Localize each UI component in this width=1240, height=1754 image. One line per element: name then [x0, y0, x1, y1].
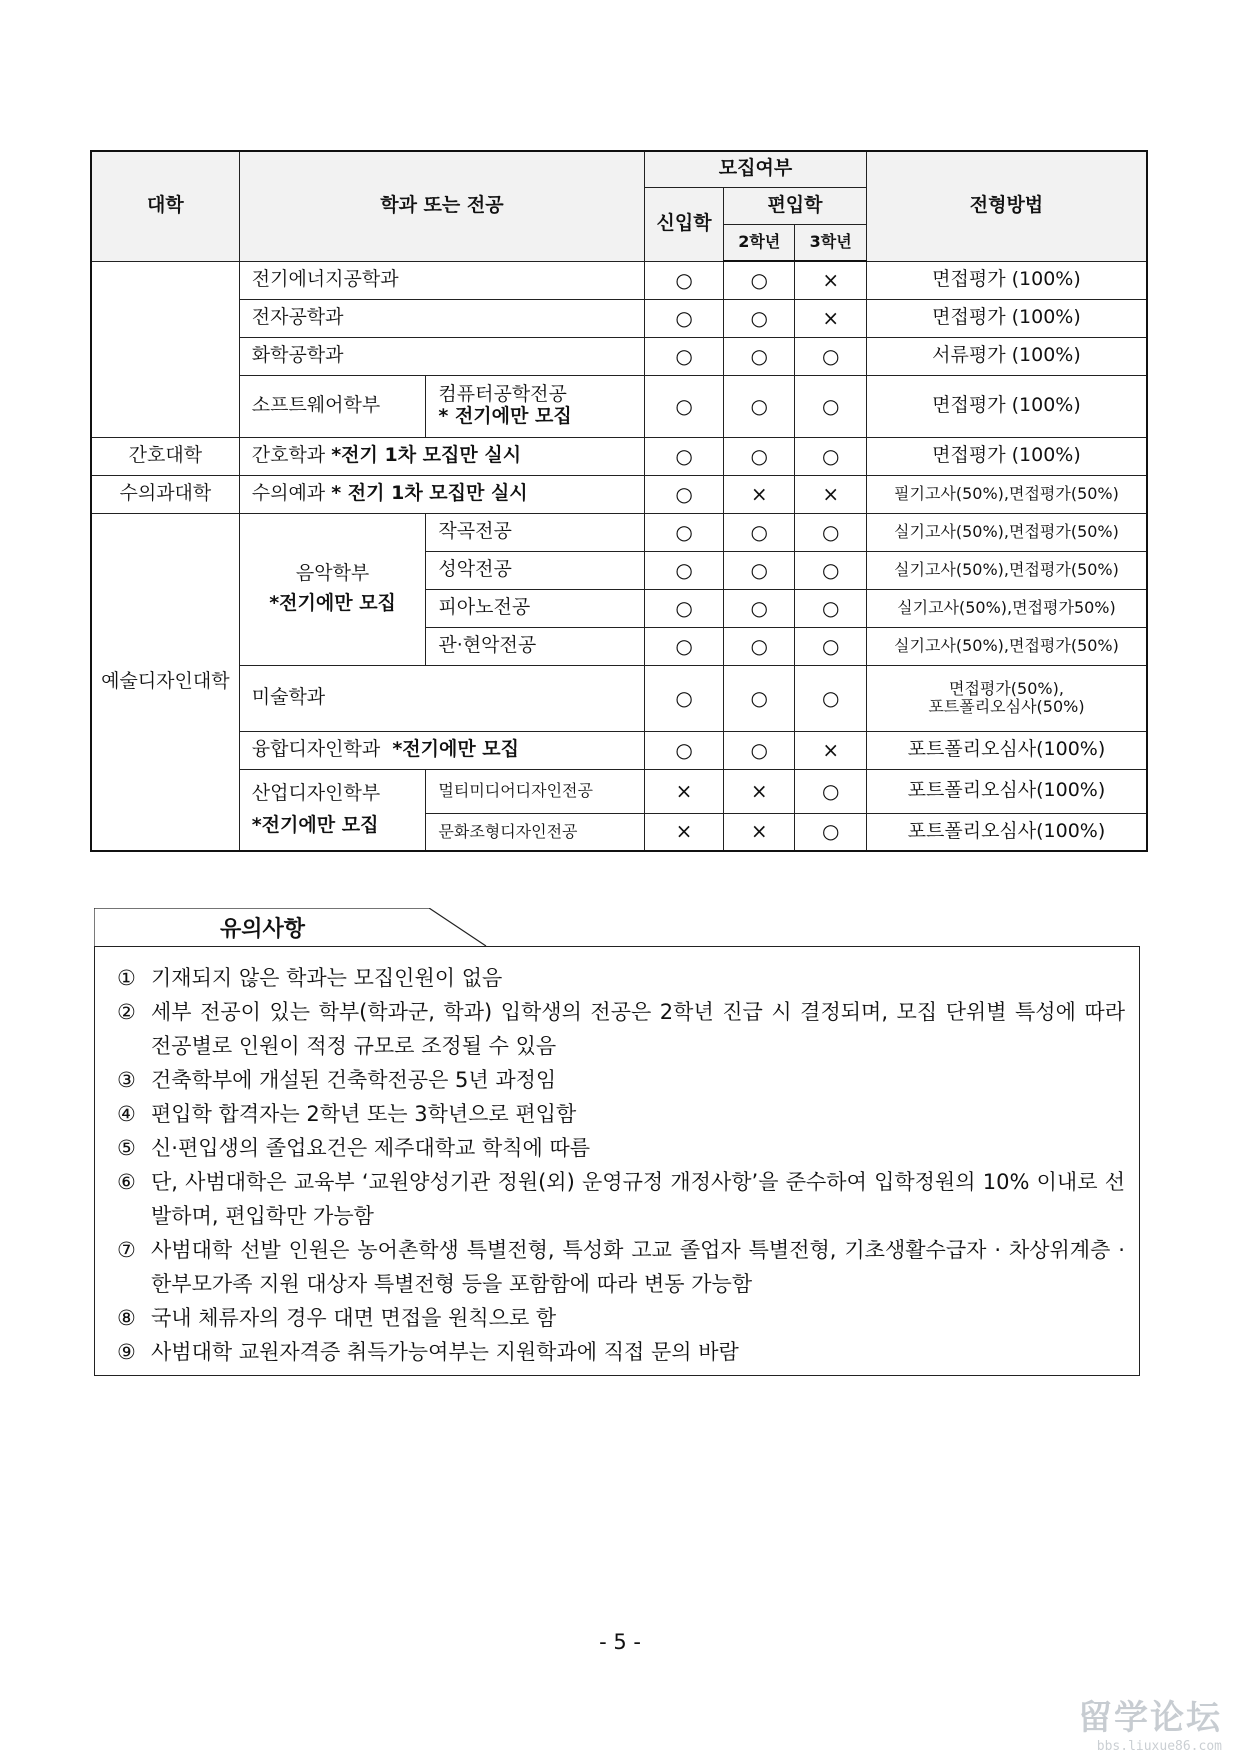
- note-text: 사범대학 교원자격증 취득가능여부는 지원학과에 직접 문의 바람: [151, 1340, 739, 1364]
- note-item: [117, 1165, 1125, 1233]
- recruit-note: *전기 1차 모집만 실시: [331, 444, 522, 467]
- admission-table: [90, 150, 1148, 852]
- note-text: 편입학 합격자는 2학년 또는 3학년으로 편입함: [151, 1102, 577, 1126]
- year3-mark: ×: [795, 261, 866, 299]
- year3-mark: ○: [795, 665, 866, 731]
- table-row: [91, 731, 1147, 769]
- table-row: [91, 513, 1147, 551]
- table-row: [91, 299, 1147, 337]
- table-row: [91, 261, 1147, 299]
- freshman-mark: ○: [645, 475, 724, 513]
- method-cell: 필기고사(50%),면접평가(50%): [866, 475, 1147, 513]
- note-number: ⑤: [117, 1136, 136, 1160]
- recruit-note: * 전기 1차 모집만 실시: [331, 482, 528, 505]
- major-name: 컴퓨터공학전공: [438, 383, 567, 406]
- page-number: - 5 -: [599, 1630, 641, 1654]
- method-cell: 면접평가 (100%): [866, 375, 1147, 437]
- dept-cell: [239, 731, 644, 769]
- recruit-note: *전기에만 모집: [392, 738, 520, 761]
- year2-mark: ○: [724, 627, 795, 665]
- year2-mark: ○: [724, 731, 795, 769]
- freshman-mark: ○: [645, 437, 724, 475]
- note-item: [117, 995, 1125, 1063]
- table-row: [91, 475, 1147, 513]
- method-cell: 면접평가 (100%): [866, 299, 1147, 337]
- note-text: 국내 체류자의 경우 대면 면접을 원칙으로 함: [151, 1306, 557, 1330]
- note-item: [117, 1063, 1125, 1097]
- year2-mark: ○: [724, 513, 795, 551]
- year3-mark: ○: [795, 437, 866, 475]
- freshman-mark: ○: [645, 299, 724, 337]
- year3-mark: ○: [795, 375, 866, 437]
- watermark-logo: 留学论坛: [1078, 1698, 1222, 1738]
- freshman-mark: ×: [645, 769, 724, 813]
- dept-cell: [239, 475, 644, 513]
- dept-cell: [239, 437, 644, 475]
- dept-cell: 전자공학과: [239, 299, 644, 337]
- college-cell: [91, 261, 239, 437]
- note-item: [117, 1233, 1125, 1301]
- college-cell: 수의과대학: [91, 475, 239, 513]
- year2-mark: ○: [724, 299, 795, 337]
- method-line: 포트폴리오심사(50%): [928, 697, 1085, 716]
- notes-tab: [94, 908, 487, 946]
- method-cell: 실기고사(50%),면접평가(50%): [866, 627, 1147, 665]
- dept-name: 산업디자인학부: [251, 781, 381, 804]
- method-cell: 서류평가 (100%): [866, 337, 1147, 375]
- freshman-mark: ○: [645, 589, 724, 627]
- method-line: 면접평가(50%),: [948, 678, 1064, 698]
- note-number: ⑦: [117, 1238, 136, 1262]
- note-text: 단, 사범대학은 교육부 ‘교원양성기관 정원(외) 운영규정 개정사항’을 준수하여 입학정원의 10% 이내로 선발하며, 편입학만 가능함: [151, 1170, 1125, 1228]
- year3-mark: ○: [795, 551, 866, 589]
- table-row: [91, 437, 1147, 475]
- year2-mark: ×: [724, 813, 795, 851]
- dept-cell: 미술학과: [239, 665, 644, 731]
- year2-mark: ○: [724, 589, 795, 627]
- recruit-note: * 전기에만 모집: [438, 405, 572, 427]
- freshman-mark: ○: [645, 261, 724, 299]
- year3-mark: ×: [795, 299, 866, 337]
- freshman-mark: ○: [645, 551, 724, 589]
- major-cell: 작곡전공: [426, 513, 645, 551]
- watermark: [1012, 1690, 1222, 1754]
- year2-mark: ○: [724, 551, 795, 589]
- note-item: [117, 961, 1125, 995]
- dept-name: 융합디자인학과: [251, 738, 381, 761]
- header-department: 학과 또는 전공: [239, 151, 644, 261]
- dept-cell: [239, 513, 426, 665]
- freshman-mark: ○: [645, 513, 724, 551]
- note-number: ②: [117, 1000, 136, 1024]
- freshman-mark: ○: [645, 731, 724, 769]
- dept-cell: 전기에너지공학과: [239, 261, 644, 299]
- major-cell: 관·현악전공: [426, 627, 645, 665]
- dept-name: 수의예과: [251, 482, 326, 505]
- table-row: [91, 375, 1147, 437]
- year2-mark: ×: [724, 769, 795, 813]
- note-number: ①: [117, 966, 136, 990]
- header-method: 전형방법: [866, 151, 1147, 261]
- year2-mark: ○: [724, 437, 795, 475]
- note-number: ⑧: [117, 1306, 136, 1330]
- method-cell: 포트폴리오심사(100%): [866, 731, 1147, 769]
- header-recruit: 모집여부: [645, 151, 867, 187]
- major-cell: 문화조형디자인전공: [426, 813, 645, 851]
- method-cell: 실기고사(50%),면접평가(50%): [866, 513, 1147, 551]
- year3-mark: ○: [795, 589, 866, 627]
- dept-name: 간호학과: [251, 444, 326, 467]
- college-cell: 예술디자인대학: [91, 513, 239, 851]
- freshman-mark: ○: [645, 665, 724, 731]
- header-year2: 2학년: [724, 224, 795, 261]
- header-freshman: 신입학: [645, 187, 724, 261]
- notes-box: [94, 946, 1140, 1376]
- note-text: 건축학부에 개설된 건축학전공은 5년 과정임: [151, 1068, 557, 1092]
- note-number: ④: [117, 1102, 136, 1126]
- year3-mark: ○: [795, 337, 866, 375]
- note-text: 기재되지 않은 학과는 모집인원이 없음: [151, 966, 503, 990]
- major-cell: [426, 375, 645, 437]
- dept-cell: [239, 769, 426, 851]
- method-cell: 면접평가 (100%): [866, 261, 1147, 299]
- year3-mark: ○: [795, 769, 866, 813]
- header-transfer: 편입학: [724, 187, 867, 224]
- note-text: 세부 전공이 있는 학부(학과군, 학과) 입학생의 전공은 2학년 진급 시 결정되며, 모집 단위별 특성에 따라 전공별로 인원이 적정 규모로 조정될 수 있음: [151, 1000, 1125, 1058]
- method-cell: 실기고사(50%),면접평가50%): [866, 589, 1147, 627]
- year2-mark: ○: [724, 665, 795, 731]
- freshman-mark: ×: [645, 813, 724, 851]
- note-item: [117, 1131, 1125, 1165]
- watermark-url: bbs.liuxue86.com: [1096, 1739, 1222, 1754]
- major-cell: 피아노전공: [426, 589, 645, 627]
- header-year3: 3학년: [795, 224, 866, 261]
- recruit-note: *전기에만 모집: [251, 813, 379, 836]
- note-item: [117, 1097, 1125, 1131]
- dept-cell: 화학공학과: [239, 337, 644, 375]
- table-row: [91, 337, 1147, 375]
- year3-mark: ×: [795, 731, 866, 769]
- year2-mark: ○: [724, 375, 795, 437]
- year3-mark: ×: [795, 475, 866, 513]
- year3-mark: ○: [795, 627, 866, 665]
- method-cell: 실기고사(50%),면접평가(50%): [866, 551, 1147, 589]
- method-cell: 포트폴리오심사(100%): [866, 813, 1147, 851]
- year2-mark: ×: [724, 475, 795, 513]
- year3-mark: ○: [795, 813, 866, 851]
- freshman-mark: ○: [645, 337, 724, 375]
- note-number: ⑥: [117, 1170, 136, 1194]
- year2-mark: ○: [724, 337, 795, 375]
- year3-mark: ○: [795, 513, 866, 551]
- major-cell: 멀티미디어디자인전공: [426, 769, 645, 813]
- freshman-mark: ○: [645, 627, 724, 665]
- freshman-mark: ○: [645, 375, 724, 437]
- dept-name: 음악학부: [295, 562, 370, 585]
- college-cell: 간호대학: [91, 437, 239, 475]
- header-college: 대학: [91, 151, 239, 261]
- note-item: [117, 1301, 1125, 1335]
- note-text: 사범대학 선발 인원은 농어촌학생 특별전형, 특성화 고교 졸업자 특별전형, 기초생활수급자 · 차상위계층 · 한부모가족 지원 대상자 특별전형 등을 포함함에 따라 변동 가능함: [151, 1238, 1125, 1296]
- major-cell: 성악전공: [426, 551, 645, 589]
- note-text: 신·편입생의 졸업요건은 제주대학교 학칙에 따름: [151, 1136, 591, 1160]
- note-number: ③: [117, 1068, 136, 1092]
- notes-title: 유의사항: [220, 917, 306, 942]
- year2-mark: ○: [724, 261, 795, 299]
- table-row: [91, 769, 1147, 813]
- method-cell: [866, 665, 1147, 731]
- table-row: [91, 665, 1147, 731]
- method-cell: 면접평가 (100%): [866, 437, 1147, 475]
- method-cell: 포트폴리오심사(100%): [866, 769, 1147, 813]
- dept-cell: 소프트웨어학부: [239, 375, 426, 437]
- recruit-note: *전기에만 모집: [269, 592, 396, 614]
- note-number: ⑨: [117, 1340, 136, 1364]
- note-item: [117, 1335, 1125, 1369]
